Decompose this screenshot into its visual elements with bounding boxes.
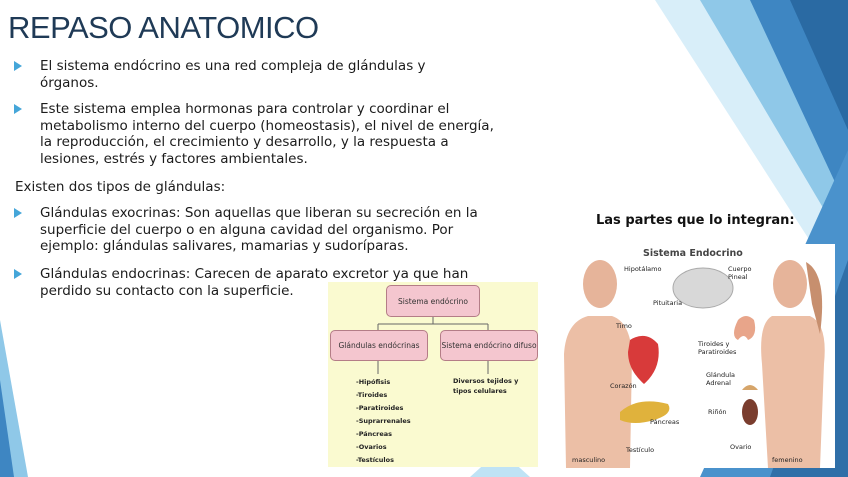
- bullet-arrow-icon: [14, 61, 22, 71]
- bullet-arrow-icon: [14, 104, 22, 114]
- label-timo: Timo: [616, 322, 632, 330]
- diagram-left-box: Glándulas endócrinas: [330, 330, 428, 361]
- diagram-left-list: [356, 376, 411, 467]
- list-item: -Hipófisis: [356, 378, 391, 386]
- label-corazon: Corazón: [610, 382, 637, 390]
- bullet-text: Glándulas endocrinas: Carecen de aparato excretor ya que han perdido su contacto con la superficie.: [40, 266, 469, 299]
- label-masculino: masculino: [572, 456, 606, 464]
- bullet-endocrine-definition: [14, 58, 484, 91]
- diagram-right-box: Sistema endócrino difuso: [440, 330, 538, 361]
- label-cuerpo-pineal: Cuerpo Pineal: [728, 265, 752, 281]
- bullet-arrow-icon: [14, 208, 22, 218]
- list-item: -Ovarios: [356, 443, 387, 451]
- page-title: REPASO ANATOMICO: [8, 10, 319, 45]
- bullet-text: Este sistema emplea hormonas para controlar y coordinar el metabolismo interno del cuerpo (homeostasis), el nivel de energía, la reproducción, el crecimiento y desarrollo, y la respuesta a lesiones, estrés y factores ambientales.: [40, 101, 494, 167]
- label-femenino: femenino: [772, 456, 803, 464]
- diagram-right-list: Diversos tejidos y tipos celulares: [453, 377, 519, 395]
- list-item: -Paratiroides: [356, 404, 404, 412]
- list-item: -Testículos: [356, 456, 394, 464]
- parts-caption: Las partes que lo integran:: [596, 213, 795, 228]
- endocrine-flow-diagram: [328, 282, 538, 467]
- illustration-title: Sistema Endocrino: [643, 248, 743, 259]
- label-pituitaria: Pituitaria: [653, 299, 683, 307]
- label-rinon: Riñón: [708, 408, 727, 416]
- intro-line: Existen dos tipos de glándulas:: [15, 179, 226, 195]
- label-testiculo: Testículo: [626, 446, 655, 454]
- bullet-exocrine: [14, 205, 514, 255]
- bullet-arrow-icon: [14, 269, 22, 279]
- label-hipotalamo: Hipotálamo: [624, 265, 662, 273]
- list-item: -Suprarrenales: [356, 417, 411, 425]
- label-tiroides: Tiroides y Paratiroides: [698, 340, 737, 356]
- diagram-root-box: Sistema endócrino: [386, 285, 480, 317]
- label-glandula-adrenal: Glándula Adrenal: [706, 371, 735, 387]
- label-pancreas: Páncreas: [650, 418, 680, 426]
- endocrine-system-illustration: [558, 244, 835, 468]
- bullet-hormones: [14, 101, 494, 167]
- body-figures: [558, 244, 835, 468]
- bullet-text: Glándulas exocrinas: Son aquellas que liberan su secreción en la superficie del cuerpo o en alguna cavidad del organismo. Por ejemplo: glándulas salivares, mamarias y sudoríparas.: [40, 205, 478, 254]
- label-ovario: Ovario: [730, 443, 752, 451]
- bullet-text: El sistema endócrino es una red compleja de glándulas y órganos.: [40, 58, 426, 91]
- list-item: -Tiroides: [356, 391, 388, 399]
- list-item: -Páncreas: [356, 430, 393, 438]
